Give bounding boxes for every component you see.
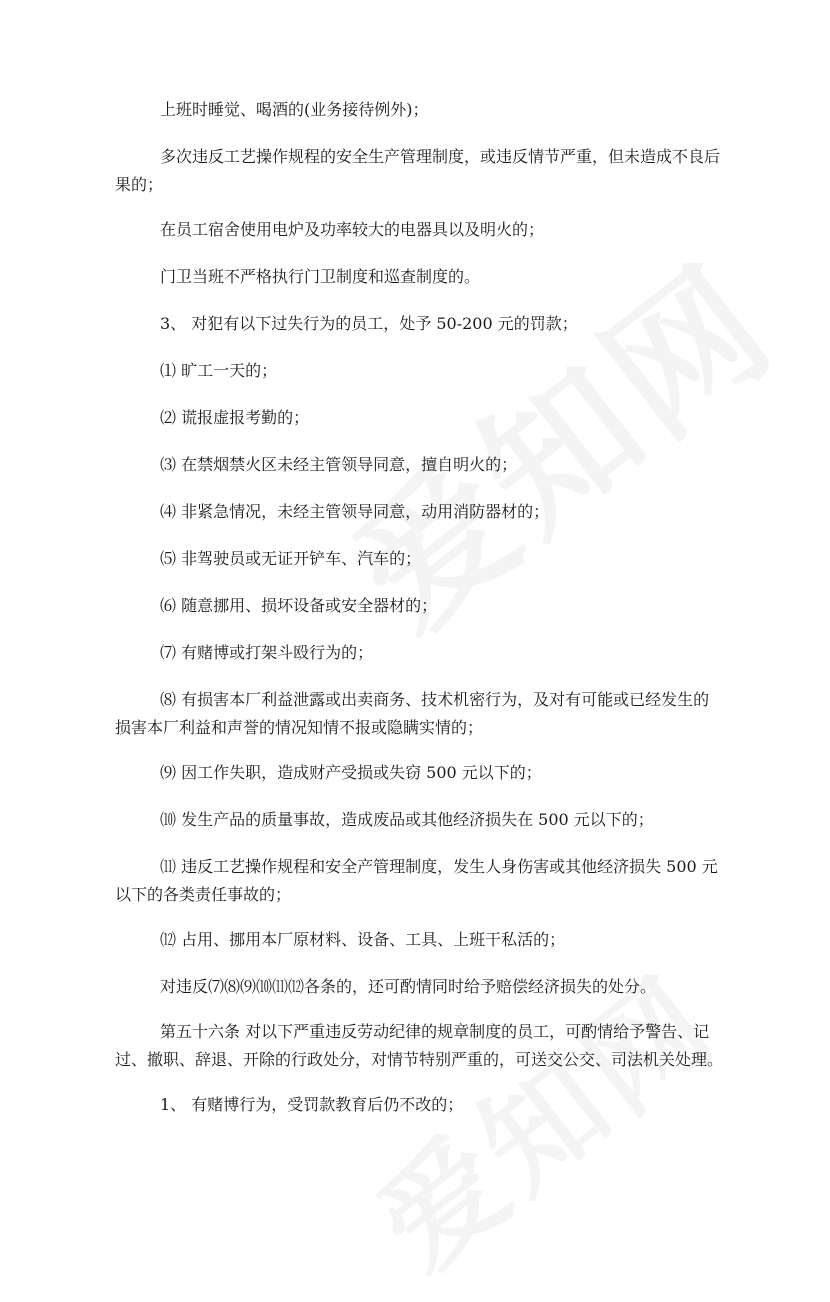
paragraph: 对违反⑺⑻⑼⑽⑾⑿各条的，还可酌情同时给予赔偿经济损失的处分。 — [160, 977, 657, 996]
list-item: ⑹ 随意挪用、损坏设备或安全器材的； — [160, 596, 438, 615]
document-body — [115, 96, 725, 1119]
paragraph: 在员工宿舍使用电炉及功率较大的电器具以及明火的； — [160, 220, 545, 239]
list-item: ⑿ 占用、挪用本厂原材料、设备、工具、上班干私活的； — [160, 930, 566, 949]
list-item: ⑴ 旷工一天的； — [160, 361, 278, 380]
list-item: ⑽ 发生产品的质量事故，造成废品或其他经济损失在 500 元以下的； — [160, 810, 654, 829]
article-paragraph: 第五十六条 对以下严重违反劳动纪律的规章制度的员工，可酌情给予警告、记过、撤职、辞退、开除的行政处分，对情节特别严重的，可送交公交、司法机关处理。 — [115, 1022, 724, 1069]
list-item: ⑻ 有损害本厂利益泄露或出卖商务、技术机密行为，及对有可能或已经发生的损害本厂利益和声誉的情况知情不报或隐瞒实情的； — [115, 690, 710, 737]
list-item: ⑸ 非驾驶员或无证开铲车、汽车的； — [160, 549, 422, 568]
list-item: ⑾ 违反工艺操作规程和安全产管理制度，发生人身伤害或其他经济损失 500 元以下的各类责任事故的； — [115, 857, 718, 904]
list-item: ⑵ 谎报虚报考勤的； — [160, 408, 310, 427]
list-item: ⑷ 非紧急情况，未经主管领导同意，动用消防器材的； — [160, 502, 550, 521]
paragraph: 3、 对犯有以下过失行为的员工，处予 50-200 元的罚款； — [160, 314, 578, 333]
list-item: ⑼ 因工作失职，造成财产受损或失窃 500 元以下的； — [160, 763, 542, 782]
list-item: ⑺ 有赌博或打架斗殴行为的； — [160, 643, 374, 662]
list-item: 1、 有赌博行为，受罚款教育后仍不改的； — [160, 1095, 464, 1114]
paragraph: 门卫当班不严格执行门卫制度和巡查制度的。 — [160, 267, 481, 286]
paragraph: 多次违反工艺操作规程的安全生产管理制度，或违反情节严重，但未造成不良后果的； — [115, 147, 721, 194]
paragraph: 上班时睡觉、喝酒的(业务接待例外)； — [160, 100, 429, 119]
list-item: ⑶ 在禁烟禁火区未经主管领导同意，擅自明火的； — [160, 455, 518, 474]
